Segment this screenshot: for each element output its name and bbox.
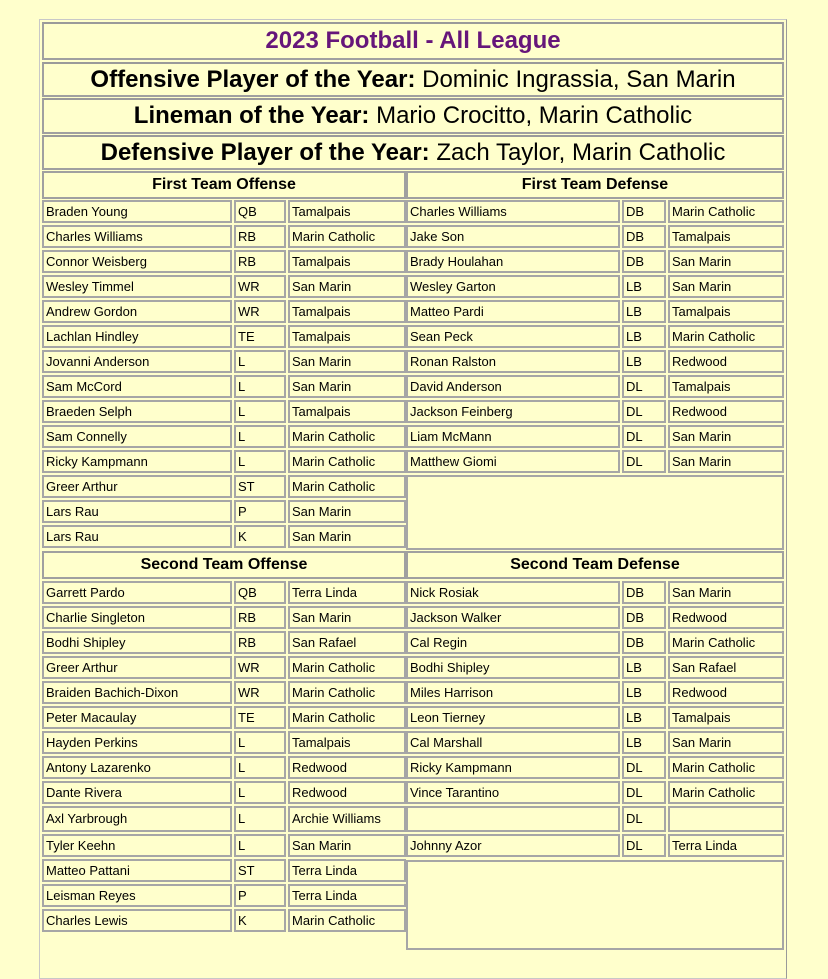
player-name: Charles Williams [42, 225, 232, 248]
player-name: Hayden Perkins [42, 731, 232, 754]
player-name: Sam Connelly [42, 425, 232, 448]
player-name: Sam McCord [42, 375, 232, 398]
player-position: L [234, 781, 286, 804]
player-name: Jovanni Anderson [42, 350, 232, 373]
player-name: Matthew Giomi [406, 450, 620, 473]
player-school: Marin Catholic [288, 425, 406, 448]
player-school: Marin Catholic [668, 200, 784, 223]
player-position: RB [234, 225, 286, 248]
player-name: Lachlan Hindley [42, 325, 232, 348]
player-position: DL [622, 834, 666, 857]
player-name: Matteo Pardi [406, 300, 620, 323]
player-position: L [234, 375, 286, 398]
player-school [668, 806, 784, 832]
player-position: ST [234, 859, 286, 882]
player-position: LB [622, 681, 666, 704]
award-label: Offensive Player of the Year: [90, 65, 416, 93]
player-position: ST [234, 475, 286, 498]
player-position: TE [234, 325, 286, 348]
player-school: Redwood [288, 756, 406, 779]
player-school: Tamalpais [668, 300, 784, 323]
player-school: San Marin [668, 425, 784, 448]
player-name: Brady Houlahan [406, 250, 620, 273]
player-school: San Marin [288, 350, 406, 373]
player-position: QB [234, 200, 286, 223]
page-title [42, 22, 784, 60]
player-position: DB [622, 225, 666, 248]
second-team-offense-header: Second Team Offense [42, 551, 406, 579]
player-position: LB [622, 656, 666, 679]
player-name: Jake Son [406, 225, 620, 248]
award-value: Zach Taylor, Marin Catholic [436, 138, 726, 166]
player-school: Tamalpais [668, 375, 784, 398]
player-position: DB [622, 250, 666, 273]
player-school: Redwood [288, 781, 406, 804]
player-school: San Marin [668, 450, 784, 473]
player-school: Marin Catholic [668, 781, 784, 804]
player-school: Marin Catholic [288, 706, 406, 729]
player-school: San Marin [288, 275, 406, 298]
player-position: WR [234, 275, 286, 298]
player-position: L [234, 806, 286, 832]
second-team-defense-header: Second Team Defense [406, 551, 784, 579]
award-label: Defensive Player of the Year: [100, 138, 430, 166]
player-position: DL [622, 400, 666, 423]
player-position: LB [622, 350, 666, 373]
player-name: Cal Regin [406, 631, 620, 654]
player-name: Cal Marshall [406, 731, 620, 754]
player-school: San Marin [668, 275, 784, 298]
award-offensive-poy [42, 62, 784, 97]
player-name: Vince Tarantino [406, 781, 620, 804]
player-position: RB [234, 606, 286, 629]
player-position: P [234, 884, 286, 907]
player-position: LB [622, 731, 666, 754]
player-name: Jackson Walker [406, 606, 620, 629]
player-school: Marin Catholic [668, 631, 784, 654]
player-school: San Rafael [288, 631, 406, 654]
player-position: WR [234, 656, 286, 679]
player-school: Redwood [668, 400, 784, 423]
player-school: Marin Catholic [288, 475, 406, 498]
player-name: Tyler Keehn [42, 834, 232, 857]
player-school: Tamalpais [288, 200, 406, 223]
player-position: WR [234, 300, 286, 323]
player-position: LB [622, 275, 666, 298]
player-name: Dante Rivera [42, 781, 232, 804]
player-position: DL [622, 450, 666, 473]
player-name: Lars Rau [42, 525, 232, 548]
player-position: DB [622, 581, 666, 604]
player-school: Redwood [668, 681, 784, 704]
player-position: RB [234, 250, 286, 273]
player-name: Braden Young [42, 200, 232, 223]
award-value: Mario Crocitto, Marin Catholic [376, 102, 693, 129]
player-position: LB [622, 706, 666, 729]
player-name: Liam McMann [406, 425, 620, 448]
player-name: Leon Tierney [406, 706, 620, 729]
player-position: DL [622, 375, 666, 398]
player-name: Ronan Ralston [406, 350, 620, 373]
player-position: TE [234, 706, 286, 729]
award-value: Dominic Ingrassia, San Marin [422, 65, 736, 93]
player-name: Nick Rosiak [406, 581, 620, 604]
player-name: Bodhi Shipley [42, 631, 232, 654]
player-position: L [234, 400, 286, 423]
player-school: Terra Linda [668, 834, 784, 857]
player-name: Charles Lewis [42, 909, 232, 932]
award-label: Lineman of the Year: [133, 102, 370, 129]
player-school: Marin Catholic [288, 225, 406, 248]
player-position: K [234, 909, 286, 932]
player-position: L [234, 731, 286, 754]
player-name: Bodhi Shipley [406, 656, 620, 679]
player-name: Axl Yarbrough [42, 806, 232, 832]
player-name: Jackson Feinberg [406, 400, 620, 423]
player-school: Archie Williams [288, 806, 406, 832]
player-school: Marin Catholic [288, 909, 406, 932]
player-school: Tamalpais [668, 706, 784, 729]
player-name: Sean Peck [406, 325, 620, 348]
player-name [406, 806, 620, 832]
player-name: Greer Arthur [42, 475, 232, 498]
player-school: San Marin [288, 500, 406, 523]
player-school: Terra Linda [288, 884, 406, 907]
player-position: K [234, 525, 286, 548]
player-name: Connor Weisberg [42, 250, 232, 273]
player-school: San Rafael [668, 656, 784, 679]
empty-block [406, 475, 784, 550]
player-name: Wesley Timmel [42, 275, 232, 298]
first-team-offense-header: First Team Offense [42, 171, 406, 199]
player-position: L [234, 756, 286, 779]
player-name: Braiden Bachich-Dixon [42, 681, 232, 704]
player-school: Tamalpais [288, 731, 406, 754]
page-title-text: 2023 Football - All League [265, 27, 561, 54]
award-lineman [42, 98, 784, 134]
player-school: Marin Catholic [288, 656, 406, 679]
player-position: DB [622, 606, 666, 629]
player-name: Johnny Azor [406, 834, 620, 857]
player-name: Ricky Kampmann [406, 756, 620, 779]
player-position: L [234, 834, 286, 857]
player-position: L [234, 450, 286, 473]
player-school: San Marin [288, 375, 406, 398]
player-position: DB [622, 631, 666, 654]
player-school: Tamalpais [668, 225, 784, 248]
player-position: DL [622, 425, 666, 448]
player-name: Wesley Garton [406, 275, 620, 298]
player-school: San Marin [288, 834, 406, 857]
player-position: L [234, 425, 286, 448]
player-position: DL [622, 806, 666, 832]
player-school: San Marin [668, 731, 784, 754]
player-school: Redwood [668, 606, 784, 629]
player-position: DL [622, 781, 666, 804]
player-school: Marin Catholic [668, 756, 784, 779]
player-name: Garrett Pardo [42, 581, 232, 604]
player-name: Greer Arthur [42, 656, 232, 679]
player-school: San Marin [668, 250, 784, 273]
player-position: P [234, 500, 286, 523]
player-school: Tamalpais [288, 250, 406, 273]
player-name: Miles Harrison [406, 681, 620, 704]
player-school: Tamalpais [288, 300, 406, 323]
award-defensive-poy [42, 135, 784, 170]
player-name: Braeden Selph [42, 400, 232, 423]
player-position: QB [234, 581, 286, 604]
player-name: Charles Williams [406, 200, 620, 223]
player-name: David Anderson [406, 375, 620, 398]
player-school: San Marin [668, 581, 784, 604]
player-name: Ricky Kampmann [42, 450, 232, 473]
first-team-defense-header: First Team Defense [406, 171, 784, 199]
player-position: DB [622, 200, 666, 223]
player-school: Redwood [668, 350, 784, 373]
player-school: Terra Linda [288, 859, 406, 882]
player-position: RB [234, 631, 286, 654]
player-school: Tamalpais [288, 325, 406, 348]
player-name: Lars Rau [42, 500, 232, 523]
player-position: DL [622, 756, 666, 779]
player-school: San Marin [288, 606, 406, 629]
player-position: L [234, 350, 286, 373]
player-name: Leisman Reyes [42, 884, 232, 907]
player-school: Marin Catholic [288, 450, 406, 473]
player-name: Charlie Singleton [42, 606, 232, 629]
player-position: LB [622, 325, 666, 348]
player-school: Tamalpais [288, 400, 406, 423]
player-name: Antony Lazarenko [42, 756, 232, 779]
player-school: Marin Catholic [288, 681, 406, 704]
player-school: San Marin [288, 525, 406, 548]
player-name: Andrew Gordon [42, 300, 232, 323]
player-position: LB [622, 300, 666, 323]
player-school: Marin Catholic [668, 325, 784, 348]
player-name: Peter Macaulay [42, 706, 232, 729]
player-position: WR [234, 681, 286, 704]
player-name: Matteo Pattani [42, 859, 232, 882]
player-school: Terra Linda [288, 581, 406, 604]
